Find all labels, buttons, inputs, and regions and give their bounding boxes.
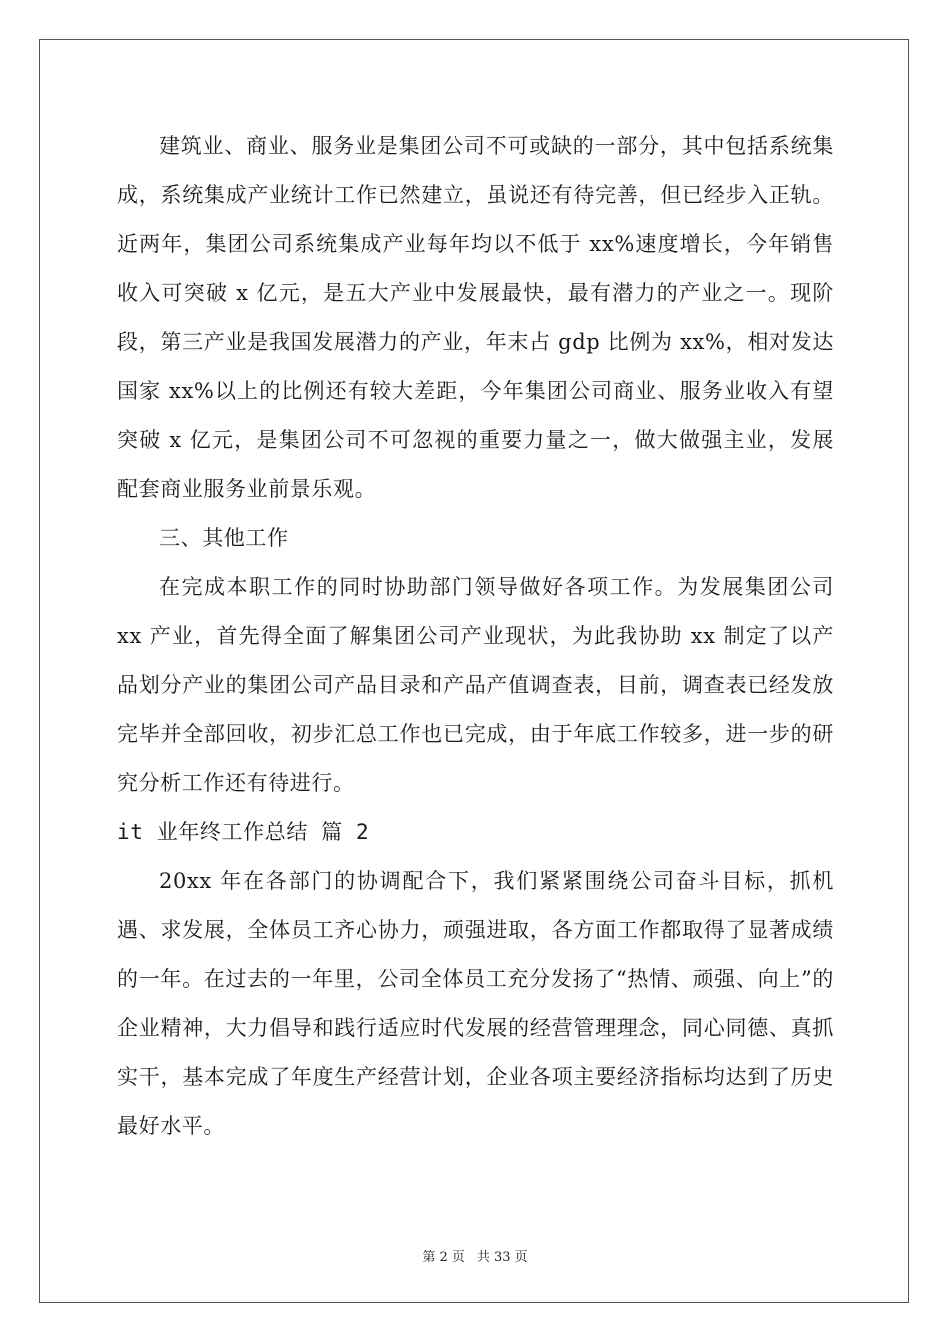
- page-total: 共 33 页: [476, 1250, 528, 1265]
- article-title-it-summary-2: it 业年终工作总结 篇 2: [117, 820, 370, 844]
- paragraph-construction-commerce: 建筑业、商业、服务业是集团公司不可或缺的一部分，其中包括系统集成，系统集成产业统计工作已然建立，虽说还有待完善，但已经步入正轨。近两年，集团公司系统集成产业每年均以不低于 xx%速度增长，今年销售收入可突破 x 亿元，是五大产业中发展最快，最有潜力的产业之一。现阶段，第三产业是我国发展潜力的产业，年末占 gdp 比例为 xx%，相对发达国家 xx%以上的比例还有较大差距，今年集团公司商业、服务业收入有望突破 x 亿元，是集团公司不可忽视的重要力量之一，做大做强主业，发展配套商业服务业前景乐观。: [117, 134, 834, 501]
- document-body: [117, 122, 834, 1151]
- page-number: 第 2 页: [422, 1250, 465, 1265]
- paragraph-assist-department: 在完成本职工作的同时协助部门领导做好各项工作。为发展集团公司 xx 产业，首先得全面了解集团公司产业现状，为此我协助 xx 制定了以产品划分产业的集团公司产品目录和产品产值调查表，目前，调查表已经发放完毕并全部回收，初步汇总工作也已完成，由于年底工作较多，进一步的研究分析工作还有待进行。: [117, 575, 834, 795]
- section-heading-other-work: 三、其他工作: [159, 526, 289, 550]
- page-footer: [0, 1246, 950, 1265]
- paragraph-annual-review: 20xx 年在各部门的协调配合下，我们紧紧围绕公司奋斗目标，抓机遇、求发展，全体员工齐心协力，顽强进取，各方面工作都取得了显著成绩的一年。在过去的一年里，公司全体员工充分发扬了“热情、顽强、向上”的企业精神，大力倡导和践行适应时代发展的经营管理理念，同心同德、真抓实干，基本完成了年度生产经营计划，企业各项主要经济指标均达到了历史最好水平。: [117, 869, 834, 1138]
